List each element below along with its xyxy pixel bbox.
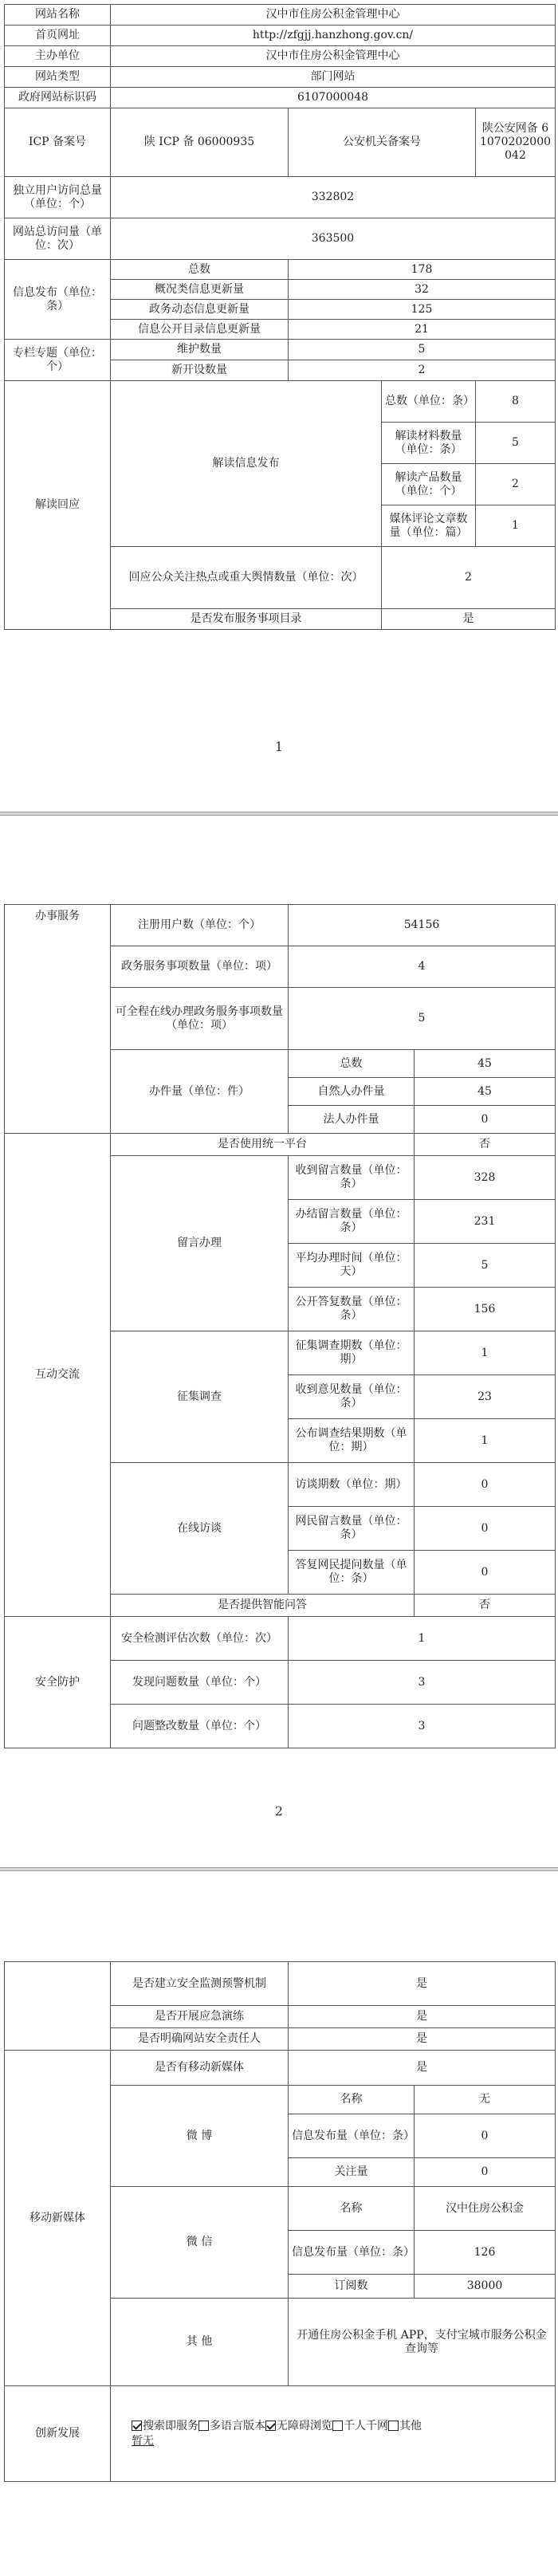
page-1 <box>0 0 558 797</box>
msg-done-label: 办结留言数量（单位：条） <box>289 1200 415 1244</box>
checkbox-icon[interactable] <box>388 2421 399 2431</box>
total-visits-label: 网站总访问量（单位：次） <box>5 218 111 260</box>
wechat-subscribe-value: 38000 <box>415 2275 556 2299</box>
weibo-name-label: 名称 <box>289 2086 415 2114</box>
checkbox-icon[interactable] <box>198 2421 209 2431</box>
innov-option-multilang: 多语言版本 <box>210 2419 265 2432</box>
handle-person-value: 45 <box>415 1078 556 1106</box>
survey-periods-label: 征集调查期数（单位：期） <box>289 1331 415 1375</box>
checkbox-checked-icon[interactable] <box>265 2421 276 2431</box>
site-name-label: 网站名称 <box>5 5 111 26</box>
online-items-value: 5 <box>289 988 556 1050</box>
handle-total-label: 总数 <box>289 1050 415 1078</box>
online-items-label: 可全程在线办理政务服务事项数量（单位：项） <box>111 988 289 1050</box>
column-topic-label: 专栏专题（单位：个） <box>5 340 111 381</box>
report-table-1 <box>4 4 556 630</box>
police-record-label: 公安机关备案号 <box>289 108 476 177</box>
has-media-value: 是 <box>289 2051 556 2086</box>
sec-fixed-value: 3 <box>289 1705 556 1748</box>
interview-msgs-label: 网民留言数量（单位：条） <box>289 1507 415 1551</box>
home-url-label: 首页网址 <box>5 26 111 46</box>
service-items-value: 4 <box>289 946 556 988</box>
site-type-label: 网站类型 <box>5 67 111 88</box>
info-overview-value: 32 <box>289 280 556 300</box>
column-maint-label: 维护数量 <box>111 340 289 360</box>
interview-answers-value: 0 <box>415 1551 556 1595</box>
handle-total-value: 45 <box>415 1050 556 1078</box>
security-label: 安全防护 <box>5 1617 111 1748</box>
info-affairs-value: 125 <box>289 300 556 320</box>
police-record-value: 陕公安网备 61070202000042 <box>476 108 556 177</box>
reg-users-value: 54156 <box>289 905 556 946</box>
site-code-label: 政府网站标识码 <box>5 88 111 108</box>
interp-media-label: 媒体评论文章数量（单位：篇） <box>382 505 476 547</box>
info-overview-label: 概况类信息更新量 <box>111 280 289 300</box>
message-handling-label: 留言办理 <box>111 1156 289 1331</box>
info-affairs-label: 政务动态信息更新量 <box>111 300 289 320</box>
wechat-name-label: 名称 <box>289 2187 415 2231</box>
checkbox-checked-icon[interactable] <box>132 2421 142 2431</box>
msg-received-value: 328 <box>415 1156 556 1200</box>
unique-visitors-label: 独立用户访问总量（单位：个） <box>5 177 111 218</box>
msg-time-label: 平均办理时间（单位：天） <box>289 1244 415 1288</box>
total-visits-value: 363500 <box>111 218 556 260</box>
handle-count-label: 办件量（单位：件） <box>111 1050 289 1134</box>
column-new-value: 2 <box>289 360 556 381</box>
page-3 <box>0 1874 558 2576</box>
site-name-value: 汉中市住房公积金管理中心 <box>111 5 556 26</box>
info-public-label: 信息公开目录信息更新量 <box>111 320 289 340</box>
service-items-label: 政务服务事项数量（单位：项） <box>111 946 289 988</box>
reg-users-label: 注册用户数（单位：个） <box>111 905 289 946</box>
innov-other-text: 暂无 <box>132 2434 154 2448</box>
page-separator <box>0 812 558 816</box>
has-media-label: 是否有移动新媒体 <box>111 2051 289 2086</box>
page-2 <box>0 816 558 1877</box>
msg-public-label: 公开答复数量（单位：条） <box>289 1288 415 1331</box>
survey-opinions-value: 23 <box>415 1375 556 1419</box>
survey-result-value: 1 <box>415 1419 556 1463</box>
interview-msgs-value: 0 <box>415 1507 556 1551</box>
interaction-label: 互动交流 <box>5 1134 111 1617</box>
host-label: 主办单位 <box>5 46 111 67</box>
weibo-label: 微 博 <box>111 2086 289 2187</box>
service-list-label: 是否发布服务事项目录 <box>111 609 382 630</box>
interp-response-value: 2 <box>382 547 556 609</box>
site-code-value: 6107000048 <box>111 88 556 108</box>
interp-publish-label: 解读信息发布 <box>111 381 382 547</box>
column-maint-value: 5 <box>289 340 556 360</box>
weibo-follow-label: 关注量 <box>289 2158 415 2187</box>
info-total-value: 178 <box>289 260 556 280</box>
sec-eval-label: 安全检测评估次数（单位：次） <box>111 1617 289 1661</box>
wechat-name-value: 汉中住房公积金 <box>415 2187 556 2231</box>
report-table-2 <box>4 904 556 1748</box>
service-list-value: 是 <box>382 609 556 630</box>
online-interview-label: 在线访谈 <box>111 1463 289 1595</box>
innov-option-personal: 千人千网 <box>344 2419 388 2432</box>
innovation-label: 创新发展 <box>5 2386 111 2482</box>
page-separator <box>0 1867 558 1871</box>
sec-found-value: 3 <box>289 1661 556 1705</box>
home-url-value[interactable]: http://zfgjj.hanzhong.gov.cn/ <box>111 26 556 46</box>
page-number: 1 <box>274 739 284 754</box>
page-number: 2 <box>274 1803 284 1819</box>
info-release-label: 信息发布（单位：条） <box>5 260 111 340</box>
msg-received-label: 收到留言数量（单位：条） <box>289 1156 415 1200</box>
report-table-3 <box>4 1961 556 2482</box>
interp-product-value: 2 <box>476 464 556 505</box>
drill-value: 是 <box>289 2006 556 2028</box>
innovation-options <box>111 2386 556 2482</box>
drill-label: 是否开展应急演练 <box>111 2006 289 2028</box>
service-label: 办事服务 <box>5 905 111 1134</box>
wechat-publish-value: 126 <box>415 2231 556 2275</box>
monitor-label: 是否建立安全监测预警机制 <box>111 1962 289 2006</box>
weibo-name-value: 无 <box>415 2086 556 2114</box>
icp-value: 陕 ICP 备 06000935 <box>111 108 289 177</box>
smart-qa-label: 是否提供智能问答 <box>111 1595 415 1617</box>
column-new-label: 新开设数量 <box>111 360 289 381</box>
interp-product-label: 解读产品数量（单位：个） <box>382 464 476 505</box>
interp-total-value: 8 <box>476 381 556 423</box>
security-label-cont <box>5 1962 111 2051</box>
unique-visitors-value: 332802 <box>111 177 556 218</box>
survey-opinions-label: 收到意见数量（单位：条） <box>289 1375 415 1419</box>
wechat-publish-label: 信息发布量（单位：条） <box>289 2231 415 2275</box>
responsible-value: 是 <box>289 2028 556 2051</box>
msg-public-value: 156 <box>415 1288 556 1331</box>
interp-material-value: 5 <box>476 423 556 464</box>
handle-legal-value: 0 <box>415 1106 556 1134</box>
survey-periods-value: 1 <box>415 1331 556 1375</box>
wechat-subscribe-label: 订阅数 <box>289 2275 415 2299</box>
innov-option-accessible: 无障碍浏览 <box>277 2419 332 2432</box>
wechat-label: 微 信 <box>111 2187 289 2299</box>
interp-material-label: 解读材料数量（单位：条） <box>382 423 476 464</box>
interp-media-value: 1 <box>476 505 556 547</box>
interview-answers-label: 答复网民提问数量（单位：条） <box>289 1551 415 1595</box>
icp-label: ICP 备案号 <box>5 108 111 177</box>
interview-periods-value: 0 <box>415 1463 556 1507</box>
responsible-label: 是否明确网站安全责任人 <box>111 2028 289 2051</box>
innov-option-search: 搜索即服务 <box>143 2419 198 2432</box>
unified-platform-label: 是否使用统一平台 <box>111 1134 415 1156</box>
new-media-label: 移动新媒体 <box>5 2051 111 2386</box>
sec-fixed-label: 问题整改数量（单位：个） <box>111 1705 289 1748</box>
interpretation-label: 解读回应 <box>5 381 111 630</box>
interp-response-label: 回应公众关注热点或重大舆情数量（单位：次） <box>111 547 382 609</box>
weibo-publish-label: 信息发布量（单位：条） <box>289 2114 415 2158</box>
msg-time-value: 5 <box>415 1244 556 1288</box>
interview-periods-label: 访谈期数（单位：期） <box>289 1463 415 1507</box>
weibo-publish-value: 0 <box>415 2114 556 2158</box>
handle-person-label: 自然人办件量 <box>289 1078 415 1106</box>
innov-option-other: 其他 <box>399 2419 422 2432</box>
info-public-value: 21 <box>289 320 556 340</box>
interp-total-label: 总数（单位：条） <box>382 381 476 423</box>
checkbox-icon[interactable] <box>332 2421 343 2431</box>
sec-found-label: 发现问题数量（单位：个） <box>111 1661 289 1705</box>
unified-platform-value: 否 <box>415 1134 556 1156</box>
weibo-follow-value: 0 <box>415 2158 556 2187</box>
smart-qa-value: 否 <box>415 1595 556 1617</box>
site-type-value: 部门网站 <box>111 67 556 88</box>
other-media-value: 开通住房公积金手机 APP，支付宝城市服务公积金查询等 <box>289 2299 556 2386</box>
other-media-label: 其 他 <box>111 2299 289 2386</box>
info-total-label: 总数 <box>111 260 289 280</box>
handle-legal-label: 法人办件量 <box>289 1106 415 1134</box>
survey-label: 征集调查 <box>111 1331 289 1463</box>
sec-eval-value: 1 <box>289 1617 556 1661</box>
survey-result-label: 公布调查结果期数（单位：期） <box>289 1419 415 1463</box>
msg-done-value: 231 <box>415 1200 556 1244</box>
monitor-value: 是 <box>289 1962 556 2006</box>
host-value: 汉中市住房公积金管理中心 <box>111 46 556 67</box>
